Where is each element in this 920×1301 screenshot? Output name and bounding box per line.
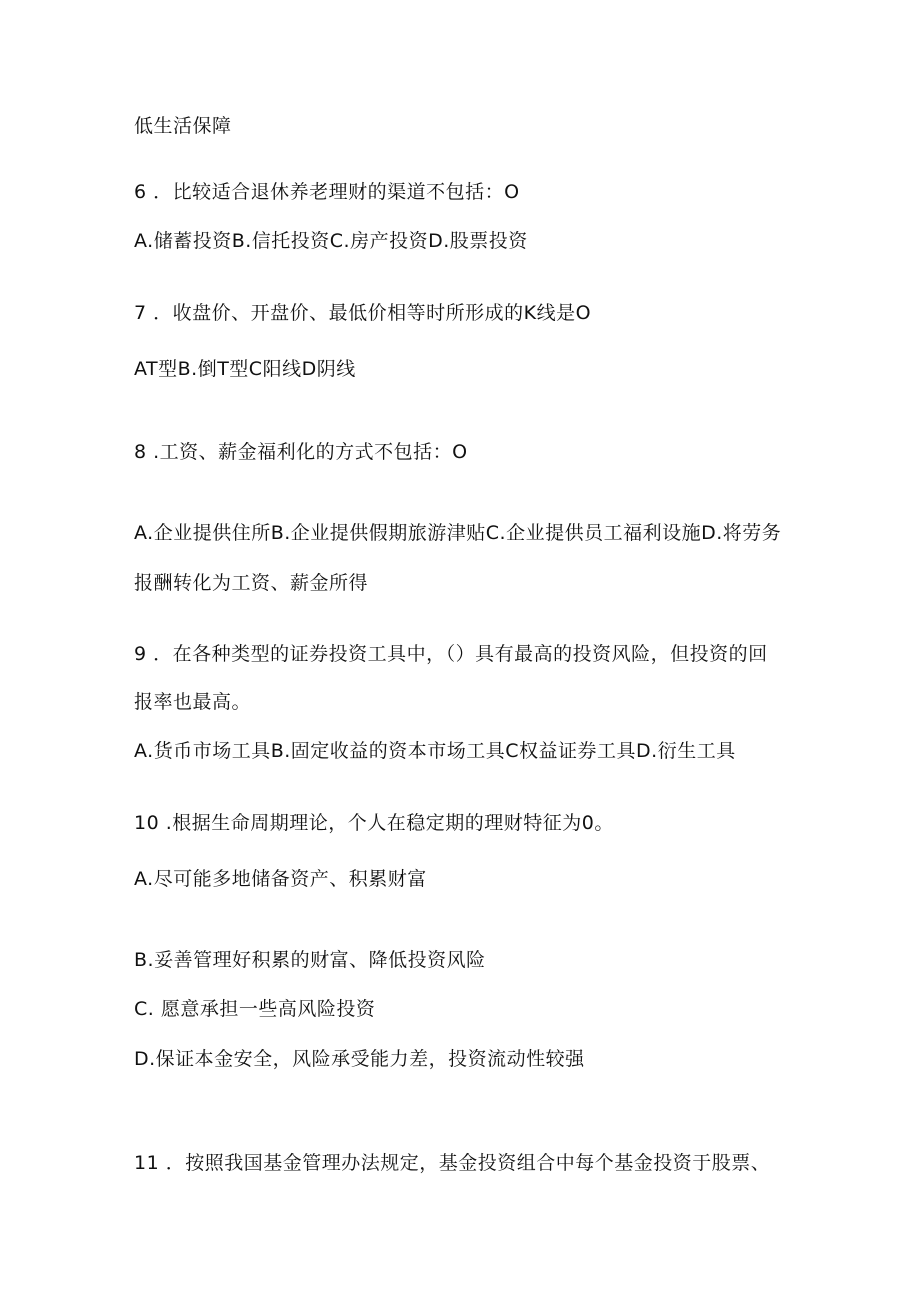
question-10-option-d: D.保证本金安全，风险承受能力差，投资流动性较强 xyxy=(134,1048,585,1070)
question-9-cont: 报率也最高。 xyxy=(134,691,252,713)
question-9: 9 ．在各种类型的证券投资工具中，（）具有最高的投资风险，但投资的回 xyxy=(134,643,768,665)
question-6: 6 ．比较适合退休养老理财的渠道不包括：O xyxy=(134,181,520,203)
question-10-option-a: A.尽可能多地储备资产、积累财富 xyxy=(134,868,427,890)
question-8-options-cont: 报酬转化为工资、薪金所得 xyxy=(134,572,369,594)
question-10: 10 .根据生命周期理论，个人在稳定期的理财特征为0。 xyxy=(134,812,614,834)
question-10-option-c: C. 愿意承担一些高风险投资 xyxy=(134,998,376,1020)
question-8-options: A.企业提供住所B.企业提供假期旅游津贴C.企业提供员工福利设施D.将劳务 xyxy=(134,522,782,544)
question-6-options: A.储蓄投资B.信托投资C.房产投资D.股票投资 xyxy=(134,230,528,252)
text-line: 低生活保障 xyxy=(134,115,232,137)
question-10-option-b: B.妥善管理好积累的财富、降低投资风险 xyxy=(134,949,486,971)
question-8: 8 .工资、薪金福利化的方式不包括：O xyxy=(134,441,468,463)
question-7-options: AT型B.倒T型C阳线D阴线 xyxy=(134,358,356,380)
question-7: 7 ．收盘价、开盘价、最低价相等时所形成的K线是O xyxy=(134,302,592,324)
question-11: 11 ．按照我国基金管理办法规定，基金投资组合中每个基金投资于股票、 xyxy=(134,1152,771,1174)
question-9-options: A.货币市场工具B.固定收益的资本市场工具C权益证券工具D.衍生工具 xyxy=(134,740,736,762)
